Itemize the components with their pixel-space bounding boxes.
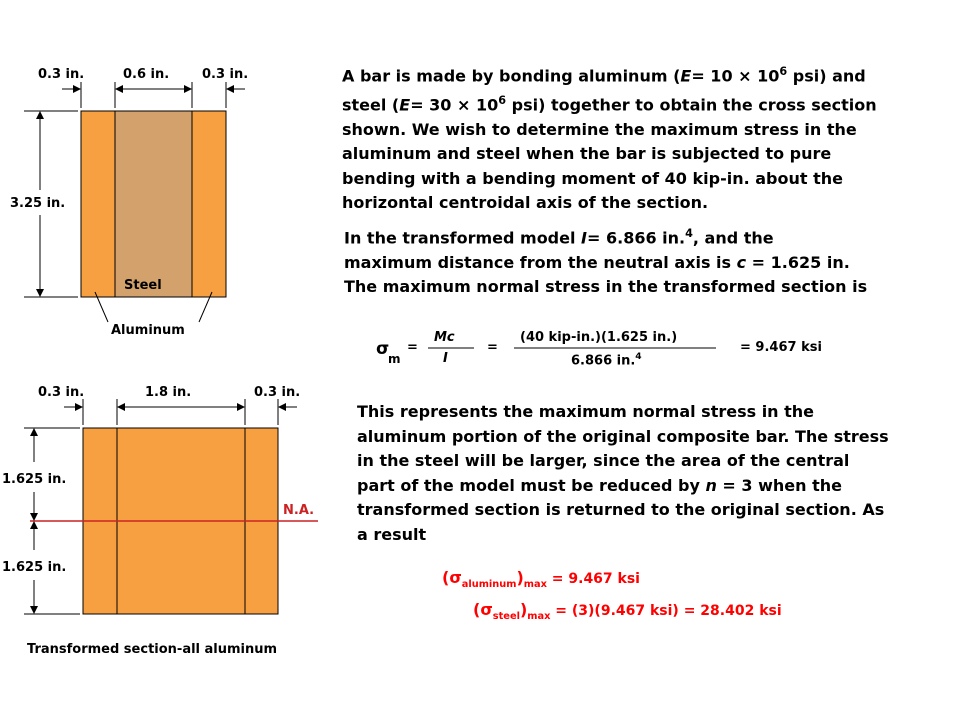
problem-line-5: bending with a bending moment of 40 kip-in. about the xyxy=(342,168,843,188)
aluminum-right-strip xyxy=(192,111,226,297)
text-span: = 9.467 ksi xyxy=(546,571,640,587)
exponent: 6 xyxy=(498,93,507,107)
text-span: steel ( xyxy=(342,95,400,115)
denominator-2 xyxy=(571,352,642,368)
inertia-symbol: I xyxy=(581,228,587,248)
equals-2: = xyxy=(487,340,498,355)
text-span: = 6.866 in. xyxy=(587,228,686,248)
model-line-2 xyxy=(344,251,867,276)
denominator-1: I xyxy=(443,351,448,366)
explanation-text xyxy=(357,400,889,547)
text-span: psi) and xyxy=(787,66,866,86)
sigma-subscript: m xyxy=(388,352,401,366)
problem-statement xyxy=(342,60,877,216)
steel-core xyxy=(115,111,192,297)
text-span: , and the xyxy=(692,228,774,248)
explanation-line-5: transformed section is returned to the original section. As xyxy=(357,500,885,519)
bottom-dim-center: 1.8 in. xyxy=(145,385,192,400)
problem-line-4: aluminum and steel when the bar is subjected to pure xyxy=(342,144,832,164)
text-span: = 3 when the xyxy=(716,475,842,495)
neutral-axis-label: N.A. xyxy=(283,503,315,518)
text-span: ) xyxy=(519,600,528,619)
top-dim-height: 3.25 in. xyxy=(10,196,66,211)
aluminum-left-strip xyxy=(81,111,115,297)
text-span: = 10 × 10 xyxy=(691,66,780,86)
text-span: 6.866 in. xyxy=(571,353,636,369)
equals-1: = xyxy=(407,340,418,355)
subscript: steel xyxy=(492,610,520,622)
text-span: part of the model must be reduced by xyxy=(357,475,706,495)
numerator-1: Mc xyxy=(434,330,455,345)
text-span: A bar is made by bonding aluminum ( xyxy=(342,66,681,86)
equation-result: = 9.467 ksi xyxy=(740,340,822,355)
text-span: ) xyxy=(516,568,524,587)
text-span: (σ xyxy=(473,600,493,619)
explanation-line-4 xyxy=(357,474,889,499)
original-section xyxy=(81,111,226,297)
text-span: (σ xyxy=(442,568,462,587)
explanation-line-2: aluminum portion of the original composite bar. The stress xyxy=(357,426,889,446)
problem-line-3: shown. We wish to determine the maximum stress in the xyxy=(342,119,857,139)
transformed-model-text xyxy=(344,222,867,300)
exponent: 6 xyxy=(779,65,788,78)
modulus-symbol: E xyxy=(680,66,692,86)
top-dim-center: 0.6 in. xyxy=(123,67,170,82)
aluminum-max-stress xyxy=(442,568,640,590)
exponent: 4 xyxy=(685,227,693,240)
text-span: In the transformed model xyxy=(344,228,582,248)
text-span: = 30 × 10 xyxy=(410,95,499,115)
text-span: maximum distance from the neutral axis is xyxy=(344,252,737,272)
explanation-line-6: a result xyxy=(357,524,427,544)
top-dim-right: 0.3 in. xyxy=(202,67,249,82)
explanation-line-1: This represents the maximum normal stress in the xyxy=(357,402,815,421)
subscript: max xyxy=(523,578,547,590)
bottom-dim-upper: 1.625 in. xyxy=(2,472,67,487)
sigma-symbol: σ xyxy=(376,339,390,359)
text-span: psi) together to obtain the cross section xyxy=(506,95,877,115)
model-line-1 xyxy=(344,222,867,251)
modulus-symbol: E xyxy=(399,95,411,115)
bottom-dim-left: 0.3 in. xyxy=(38,385,85,400)
model-line-3: The maximum normal stress in the transformed section is xyxy=(344,277,868,297)
problem-line-2 xyxy=(342,89,877,118)
explanation-line-3: in the steel will be larger, since the area of the central xyxy=(357,451,850,470)
text-span: = 1.625 in. xyxy=(746,252,850,272)
text-span: = (3)(9.467 ksi) = 28.402 ksi xyxy=(550,603,782,619)
distance-symbol: c xyxy=(736,252,747,272)
modular-ratio-symbol: n xyxy=(705,475,717,495)
subscript: aluminum xyxy=(461,578,517,590)
exponent: 4 xyxy=(635,352,642,362)
bottom-dim-right: 0.3 in. xyxy=(254,385,301,400)
bottom-dim-lower: 1.625 in. xyxy=(2,560,67,575)
numerator-2: (40 kip-in.)(1.625 in.) xyxy=(520,330,678,345)
aluminum-label: Aluminum xyxy=(111,323,185,338)
problem-line-6: horizontal centroidal axis of the section. xyxy=(342,193,709,213)
transformed-caption: Transformed section-all aluminum xyxy=(27,642,278,657)
problem-line-1 xyxy=(342,60,877,89)
top-dim-left: 0.3 in. xyxy=(38,67,85,82)
steel-max-stress xyxy=(473,600,782,622)
steel-label: Steel xyxy=(124,278,162,293)
subscript: max xyxy=(527,610,551,622)
